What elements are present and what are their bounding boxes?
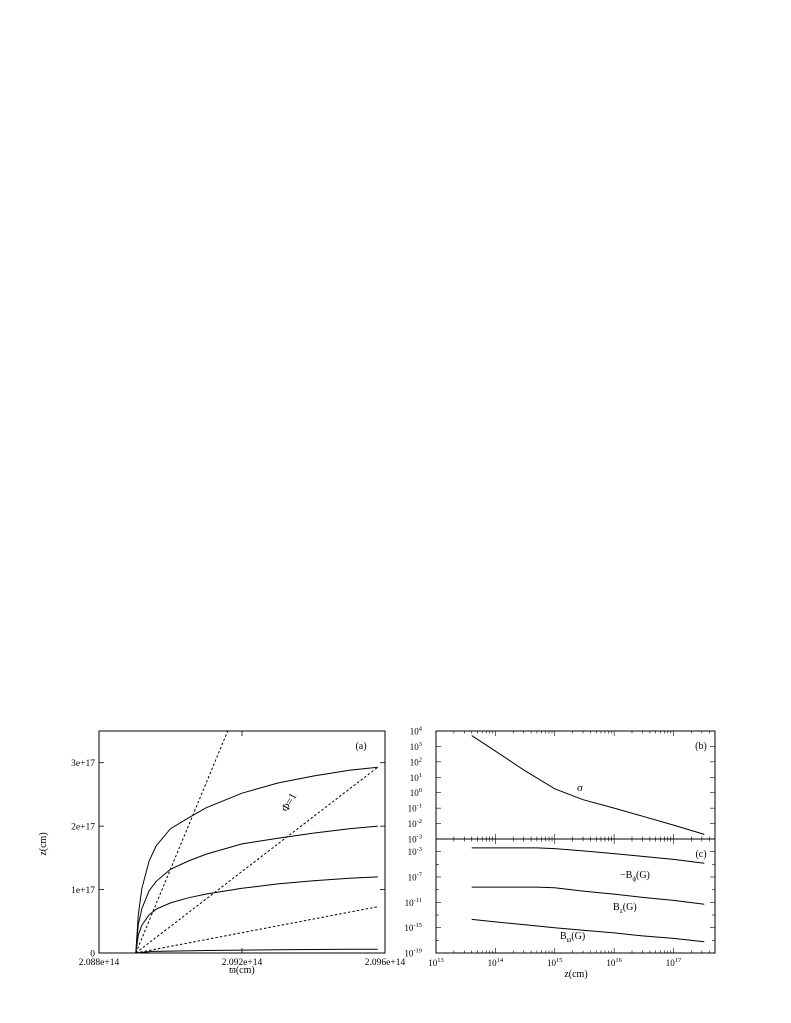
panel-b-ytick-label: $10^2$ [409,756,422,768]
panel-c-xtick-label: $10^{13}$ [428,957,444,968]
panel-c-tick-labels [404,846,682,968]
panel-c-ytick-label: $10^{-11}$ [404,896,422,908]
panel-a [38,731,405,976]
panel-b [408,726,715,845]
panel-b-ticks [436,731,715,839]
panel-c-ytick-label: $10^{-3}$ [407,846,422,858]
panel-b-frame [436,731,715,839]
panel-a-ticks [99,731,385,953]
panel-c-ytick-label: $10^{-15}$ [404,922,422,934]
panel-a-annotation-phi: Φ=1 [279,790,300,815]
panel-c-series-line-1 [472,848,705,863]
panel-a-ytick-label: 3e+17 [71,759,95,770]
panel-a-label: (a) [355,741,367,752]
panel-a-dashed-line-3 [136,907,378,953]
panel-a-dashed-line-2 [136,767,378,953]
panel-b-label: (b) [695,741,707,752]
panel-a-ytick-label: 2e+17 [71,822,95,833]
panel-a-tick-labels [71,759,405,968]
panel-a-lines [136,731,378,953]
panel-c-xtick-label: $10^{17}$ [665,957,682,968]
panel-c-xlabel: z(cm) [564,969,588,980]
panel-b-ytick-label: $10^3$ [409,740,422,752]
panel-a-ylabel: z(cm) [38,832,49,856]
panel-a-frame [99,731,385,953]
panel-b-ytick-label: $10^{-3}$ [407,833,422,845]
panel-b-lines [472,736,705,835]
panel-c-series-labels [560,870,650,944]
panel-b-ytick-label: $10^{-2}$ [407,818,422,830]
panel-c-series-label: $-B_\phi(G)$ [620,870,650,883]
panel-a-field-line-2 [136,826,378,953]
panel-b-ytick-label: $10^1$ [409,771,422,783]
panel-c [404,839,715,980]
panel-a-ytick-label: 1e+17 [71,886,95,897]
panel-a-xtick-label: 2.088e+14 [78,958,120,968]
panel-c-series-label: $B_z(G)$ [613,902,637,915]
panel-a-ytick-label: 0 [90,949,95,960]
panel-c-series-line-2 [472,887,705,904]
panel-a-field-line-4 [136,949,378,953]
panel-a-field-line-3 [136,877,378,953]
panel-a-xtick-label: 2.092e+14 [221,958,263,968]
panel-c-series-label: $B_ϖ(G)$ [560,931,586,944]
panel-c-ytick-label: $10^{-19}$ [404,947,422,959]
panel-c-ytick-label: $10^{-7}$ [407,871,422,883]
panel-b-ytick-label: $10^{-1}$ [407,802,422,814]
panel-b-ytick-label: $10^4$ [409,725,422,737]
panel-c-xtick-label: $10^{16}$ [606,957,622,968]
panel-a-xtick-label: 2.096e+14 [364,958,406,968]
panel-c-xtick-label: $10^{14}$ [487,957,504,968]
panel-b-ytick-label: $10^0$ [409,787,422,799]
panel-c-series-line-3 [472,919,705,941]
panel-a-dashed-line-1 [136,731,228,953]
panel-c-lines [472,848,705,942]
panel-b-tick-labels [408,726,423,845]
panel-c-label: (c) [695,849,707,860]
panel-b-sigma-line [472,736,705,835]
panel-a-xlabel: ϖ(cm) [229,965,255,976]
panel-c-xtick-label: $10^{15}$ [546,957,563,968]
panel-b-annotation-sigma: σ [577,782,583,794]
